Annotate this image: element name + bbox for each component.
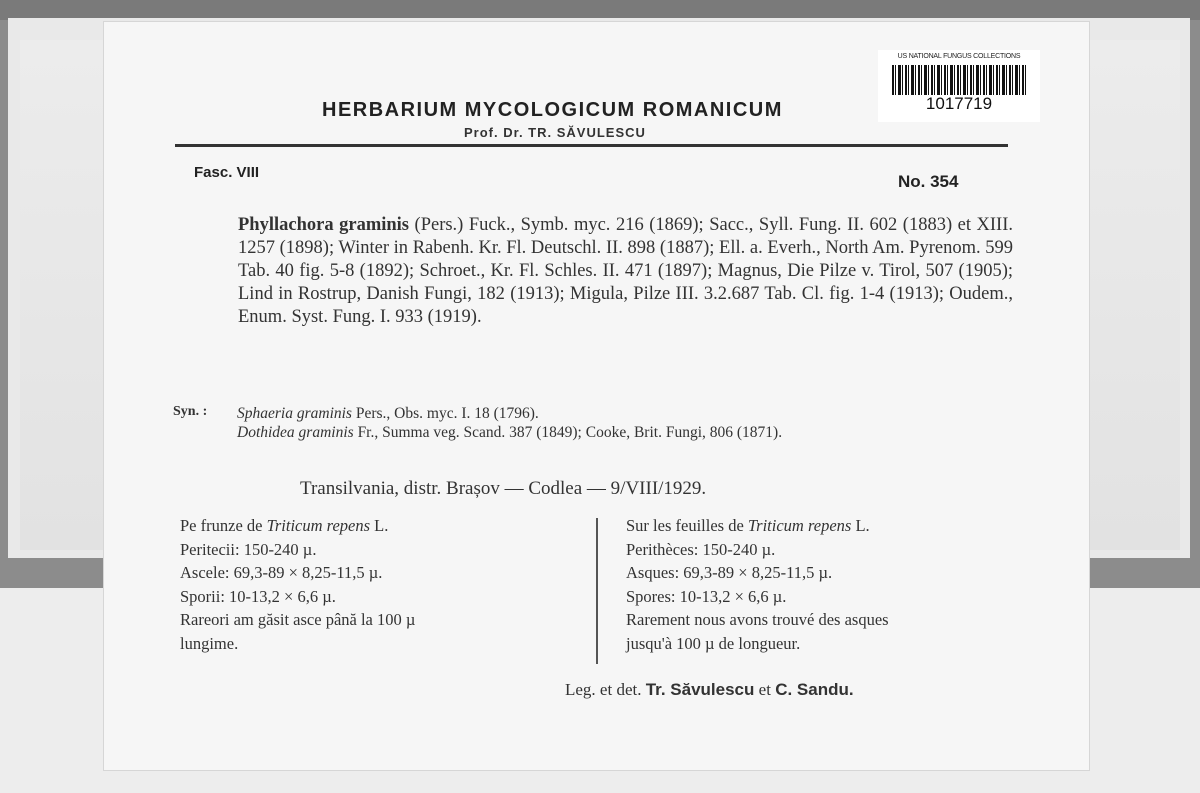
perithecia-line: Perithèces: 150-240 µ. xyxy=(626,539,776,559)
synonym-item xyxy=(237,404,1017,423)
note-line: lungime. xyxy=(180,633,239,653)
header-divider xyxy=(175,144,1008,147)
asci-line: Asques: 69,3-89 × 8,25-11,5 µ. xyxy=(626,563,833,582)
note-line: Rareori am găsit asce până la 100 µ xyxy=(180,610,416,629)
synonym-citation: Fr., Summa veg. Scand. 387 (1849); Cooke, Brit. Fungi, 806 (1871). xyxy=(357,424,783,441)
synonym-citation: Pers., Obs. myc. I. 18 (1796). xyxy=(355,405,539,422)
herbarium-title: HERBARIUM MYCOLOGICUM ROMANICUM xyxy=(322,99,783,121)
host-line xyxy=(180,514,580,538)
specimen-number: No. 354 xyxy=(898,172,959,191)
host-name: Triticum repens xyxy=(266,516,371,535)
spores-line: Spores: 10-13,2 × 6,6 µ. xyxy=(626,586,787,606)
fascicle-label: Fasc. VIII xyxy=(194,164,260,181)
background-top xyxy=(0,0,1200,20)
synonyms-list xyxy=(237,404,1017,442)
synonyms-label: Syn. : xyxy=(173,404,208,419)
french-description xyxy=(626,514,1036,655)
synonym-name: Dothidea graminis xyxy=(237,424,354,441)
collector-name: Tr. Săvulescu xyxy=(645,680,755,699)
species-description xyxy=(238,214,1013,329)
synonym-item xyxy=(237,423,1017,442)
synonym-name: Sphaeria graminis xyxy=(237,405,352,422)
species-citation: (Pers.) Fuck., Symb. myc. 216 (1869); Sacc., Syll. Fung. II. 602 (1883) et XIII. 1257 (1898); Winter in Rabenh. Kr. Fl. Deutschl. II. 898 (1887); Ell. a. Everh., North Am. Pyrenom. 599 Tab. 40 fig. 5-8 (1892); Schroet., Kr. Fl. Schles. II. 471 (1897); Magnus, Die Pilze v. Tirol, 507 (1905); Lind in Rostrup, Danish Fungi, 182 (1913); Migula, Pilze III. 3.2.687 Tab. Cl. fig. 1-4 (1913); Oudem., Enum. Syst. Fung. I. 933 (1919). xyxy=(238,215,1013,327)
collector-line xyxy=(565,680,854,700)
species-name: Phyllachora graminis xyxy=(238,215,409,235)
host-prefix: Sur les feuilles de xyxy=(626,516,744,535)
note-line: jusqu'à 100 µ de longueur. xyxy=(626,633,801,653)
host-name: Triticum repens xyxy=(747,516,852,535)
column-divider xyxy=(596,518,598,664)
spores-line: Sporii: 10-13,2 × 6,6 µ. xyxy=(180,586,336,606)
host-suffix: L. xyxy=(855,516,870,535)
note-line: Rarement nous avons trouvé des asques xyxy=(626,610,889,629)
collector-conjunction: et xyxy=(758,680,771,699)
host-line xyxy=(626,514,1036,538)
collector-prefix: Leg. et det. xyxy=(565,680,642,699)
collector-name: C. Sandu. xyxy=(775,680,854,699)
romanian-description xyxy=(180,514,580,655)
host-suffix: L. xyxy=(374,516,389,535)
barcode-number: 1017719 xyxy=(925,94,993,113)
barcode-icon xyxy=(892,65,1026,95)
barcode-caption: US NATIONAL FUNGUS COLLECTIONS xyxy=(897,53,1021,60)
host-prefix: Pe frunze de xyxy=(180,516,263,535)
perithecia-line: Peritecii: 150-240 µ. xyxy=(180,539,317,559)
collection-locality: Transilvania, distr. Brașov — Codlea — 9/VIII/1929. xyxy=(300,478,707,499)
asci-line: Ascele: 69,3-89 × 8,25-11,5 µ. xyxy=(180,563,383,582)
herbarium-subtitle: Prof. Dr. TR. SĂVULESCU xyxy=(464,125,646,140)
barcode-label xyxy=(878,50,1040,122)
